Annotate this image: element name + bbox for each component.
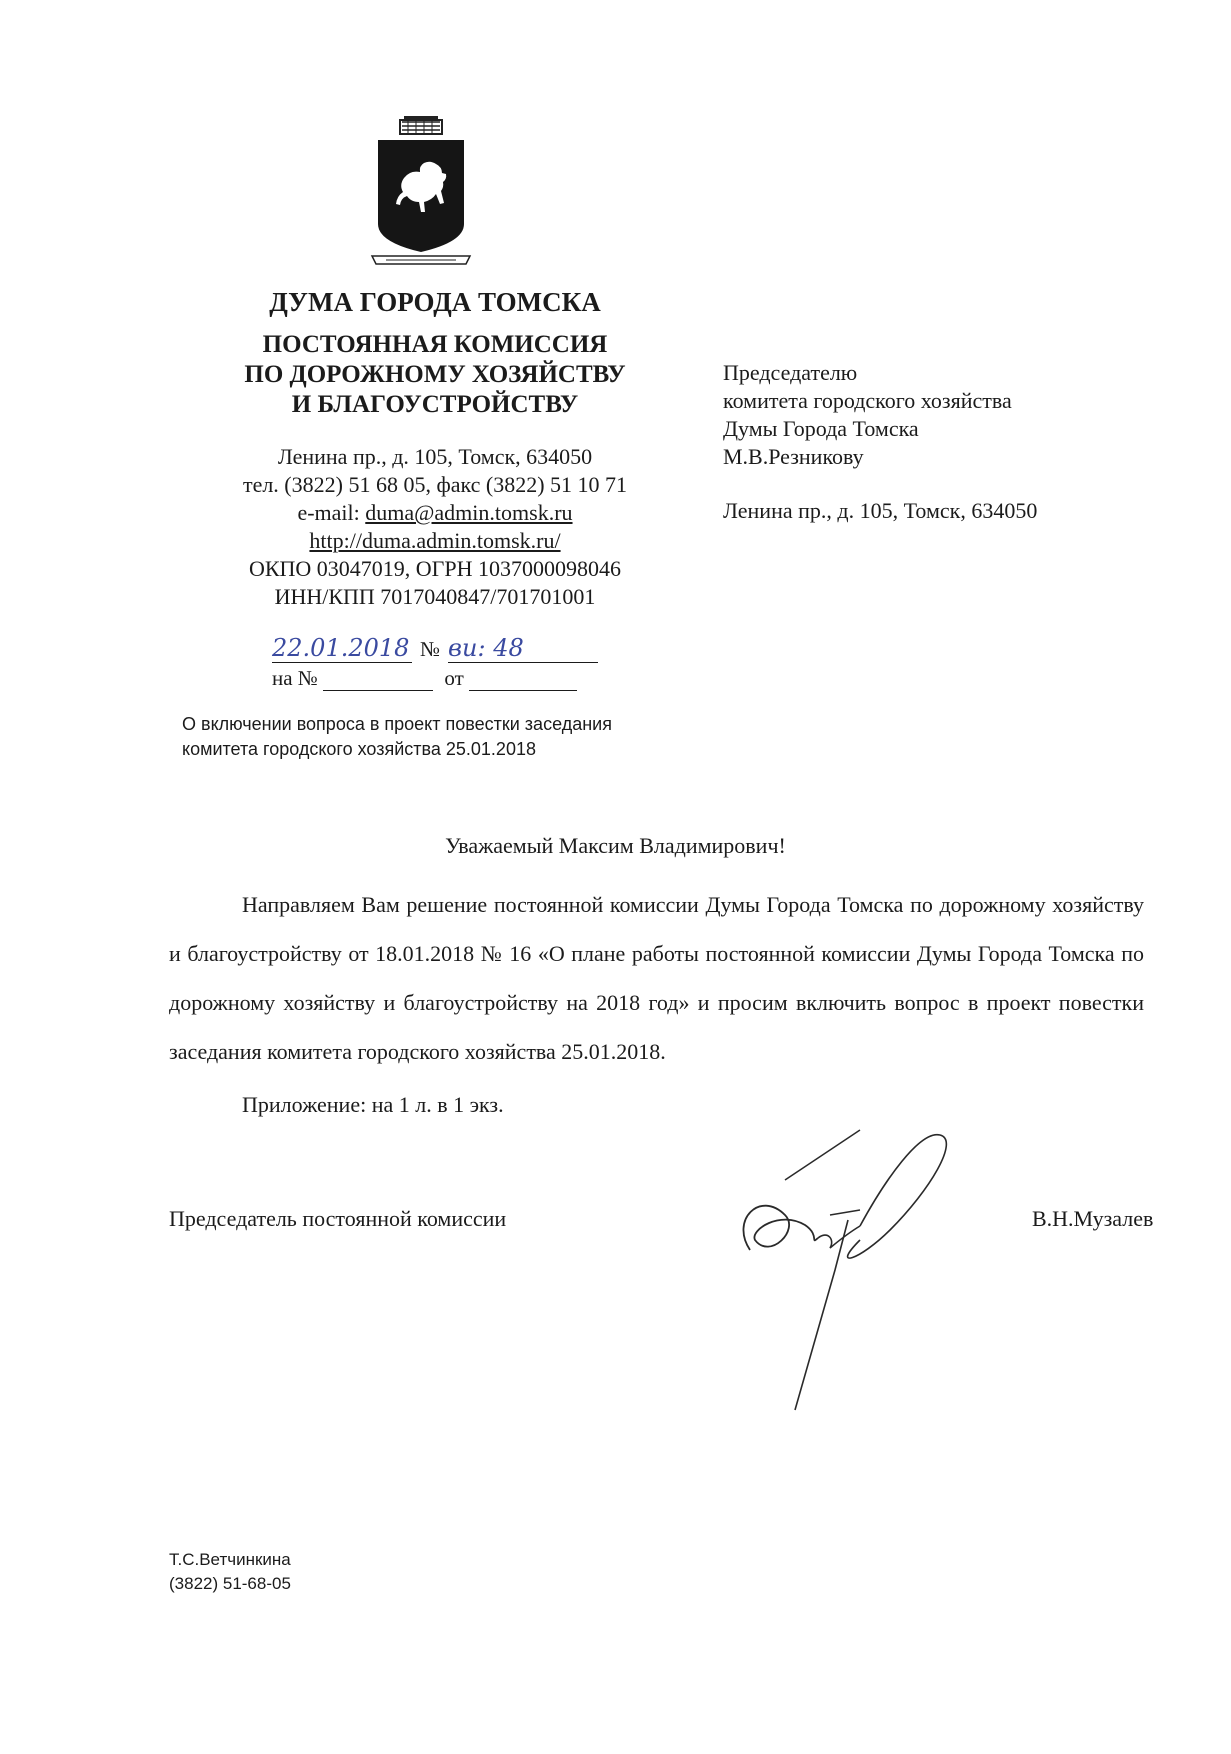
requisites bbox=[190, 443, 680, 611]
email-link[interactable]: duma@admin.tomsk.ru bbox=[365, 500, 573, 525]
registration-number: ви: 48 bbox=[448, 634, 598, 663]
executor-phone: (3822) 51-68-05 bbox=[169, 1574, 291, 1593]
signatory-name: В.Н.Музалев bbox=[1032, 1206, 1154, 1231]
letter-subject bbox=[182, 712, 612, 762]
org-email-row bbox=[190, 499, 680, 527]
org-okpo-ogrn: ОКПО 03047019, ОГРН 1037000098046 bbox=[248, 556, 622, 581]
reference-number-label: на № bbox=[272, 666, 318, 690]
reference-row bbox=[272, 666, 612, 691]
commission-name bbox=[190, 330, 680, 420]
subject-line: комитета городского хозяйства 25.01.2018 bbox=[182, 739, 536, 759]
organization-name: ДУМА ГОРОДА ТОМСКА bbox=[269, 287, 601, 317]
commission-line: ПОСТОЯННАЯ КОМИССИЯ bbox=[262, 331, 608, 358]
reference-date-blank bbox=[469, 672, 577, 691]
addressee-address: Ленина пр., д. 105, Томск, 634050 bbox=[723, 498, 1038, 523]
org-address: Ленина пр., д. 105, Томск, 634050 bbox=[277, 444, 593, 469]
letter-paragraph: Направляем Вам решение постоянной комиссии Думы Города Томска по дорожному хозяйству и благоустройству от 18.01.2018 № 16 «О плане работы постоянной комиссии Думы Города Томска по дорожному хозяйству и благоустройству на 2018 год» и просим включить вопрос в проект повестки заседания комитета городского хозяйства 25.01.2018. bbox=[169, 892, 1144, 1064]
registration-number-label: № bbox=[420, 637, 441, 661]
reference-from-label: от bbox=[444, 666, 464, 690]
commission-line: ПО ДОРОЖНОМУ ХОЗЯЙСТВУ bbox=[244, 361, 626, 388]
signatory-position: Председатель постоянной комиссии bbox=[169, 1206, 507, 1231]
org-website-row bbox=[190, 527, 680, 555]
greeting: Уважаемый Максим Владимирович! bbox=[445, 833, 786, 858]
website-link[interactable]: http://duma.admin.tomsk.ru/ bbox=[309, 528, 561, 553]
addressee-block bbox=[723, 359, 1037, 525]
email-label: e-mail: bbox=[297, 500, 366, 525]
addressee-line: Думы Города Томска bbox=[723, 416, 919, 441]
attachment-note: Приложение: на 1 л. в 1 экз. bbox=[242, 1092, 504, 1117]
registration-date: 22.01.2018 bbox=[272, 634, 412, 663]
commission-line: И БЛАГОУСТРОЙСТВУ bbox=[291, 391, 579, 418]
executor-block bbox=[169, 1548, 291, 1596]
org-inn-kpp: ИНН/КПП 7017040847/701701001 bbox=[274, 584, 596, 609]
handwritten-signature-icon bbox=[710, 1120, 980, 1420]
letter-body bbox=[169, 880, 1144, 1129]
registration-row bbox=[272, 634, 612, 663]
reference-number-blank bbox=[323, 672, 433, 691]
addressee-line: М.В.Резникову bbox=[723, 444, 864, 469]
tomsk-coat-of-arms-icon bbox=[366, 112, 476, 272]
addressee-line: Председателю bbox=[723, 360, 858, 385]
org-phone: тел. (3822) 51 68 05, факс (3822) 51 10 71 bbox=[242, 472, 628, 497]
subject-line: О включении вопроса в проект повестки заседания bbox=[182, 714, 612, 734]
addressee-line: комитета городского хозяйства bbox=[723, 388, 1012, 413]
executor-name: Т.С.Ветчинкина bbox=[169, 1550, 291, 1569]
